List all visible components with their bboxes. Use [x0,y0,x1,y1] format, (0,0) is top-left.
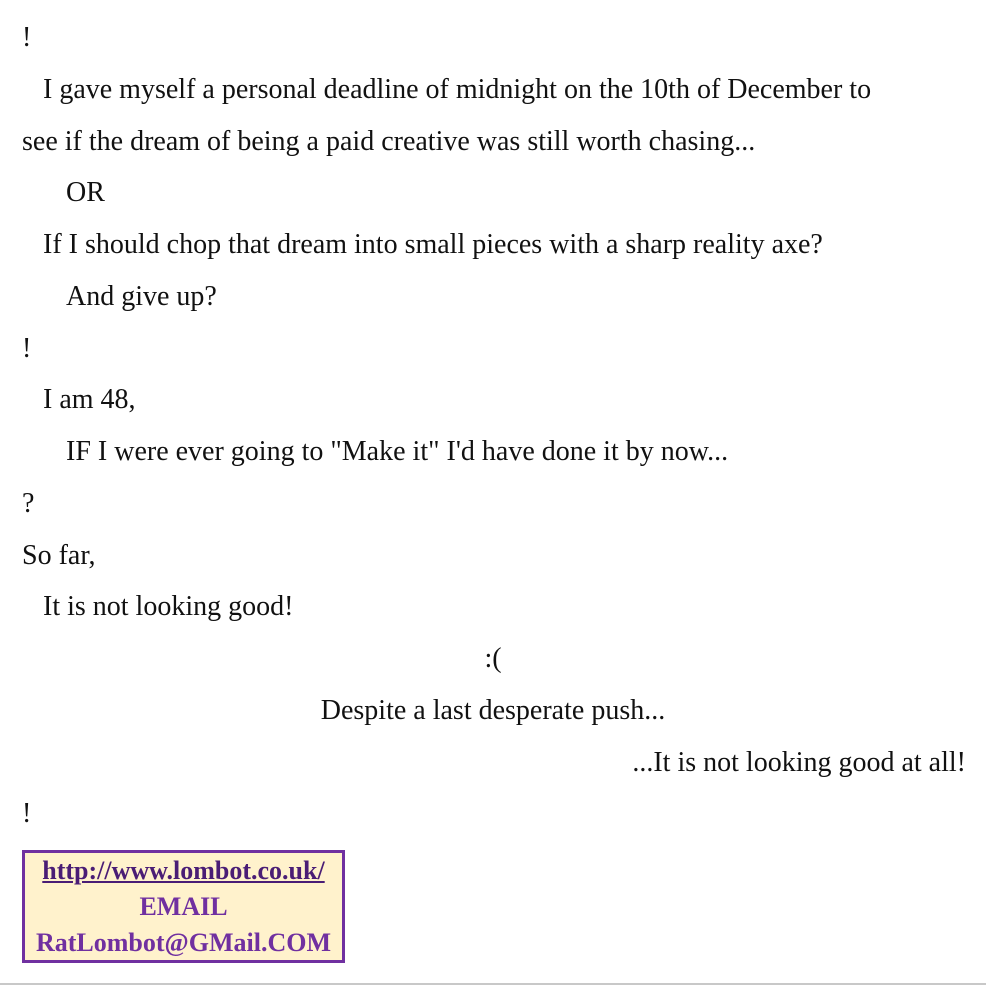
post-text-line: If I should chop that dream into small pieces with a sharp reality axe? [43,229,823,260]
post-text-line: Despite a last desperate push... [320,695,666,726]
email-label: EMAIL [139,892,228,921]
email-address: RatLombot@GMail.COM [36,928,331,957]
exclamation-mark: ! [22,22,32,53]
contact-url-row [25,853,342,889]
post-text-line: So far, [22,540,96,571]
post-text-line: I gave myself a personal deadline of midnight on the 10th of December to [43,74,872,105]
contact-box [22,850,345,963]
sad-emoticon: :( [484,643,502,674]
post-text-line: And give up? [66,281,217,312]
post-text-line: I am 48, [43,384,136,415]
post-text-line: OR [66,177,105,208]
post-text-line: IF I were ever going to "Make it" I'd have done it by now... [66,436,729,467]
post-text-line: ...It is not looking good at all! [632,747,966,778]
page-divider [0,983,986,985]
post-text-line: see if the dream of being a paid creative was still worth chasing... [22,126,756,157]
post-text-line: It is not looking good! [43,591,294,622]
question-mark: ? [22,488,35,519]
website-link[interactable]: http://www.lombot.co.uk/ [42,856,325,885]
exclamation-mark: ! [22,333,32,364]
exclamation-mark: ! [22,798,32,829]
